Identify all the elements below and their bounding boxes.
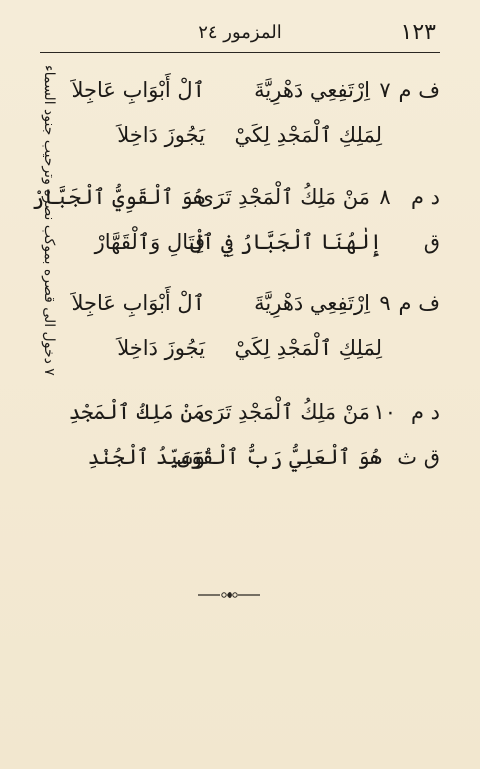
hemistich-second: يَجُوزَ دَاخِلاَ [117,123,205,147]
verse-number: ١٠ [373,400,396,424]
hemistich-second: يَجُوزَ دَاخِلاَ [117,336,205,360]
hemistich-first: مَنْ مَلِكُ ٱلْمَجْدِ تَرَى [197,400,370,424]
verse-line [71,70,440,110]
ornament-icon [196,588,262,602]
verse-line [80,222,440,262]
hemistich-second: ٱلْ أَبْوَابِ عَاجِلاَ [71,291,205,315]
voice-marker: ق ث [397,445,440,469]
hemistich-first: مَنْ مَلِكُ ٱلْمَجْدِ تَرَى [197,185,370,209]
hemistich-first: اِرْتَفِعِي دَهْرِيَّةَ [254,78,370,102]
voice-marker: ف م [398,78,440,102]
verse-line [71,283,440,323]
hemistich-first: لِمَلِكِ ٱلْمَجْدِ لِكَيْ [234,336,382,360]
verse-line [68,392,440,432]
stanza-3 [71,283,440,373]
header-rule [40,52,440,53]
hemistich-second: ٱلْ أَبْوَابِ عَاجِلاَ [71,78,205,102]
verse-number: ٨ [379,185,391,209]
page-number: ١٢٣ [400,20,436,45]
voice-marker: ف م [398,291,440,315]
verse-line [80,437,440,477]
running-title: المزمور ٢٤ [198,22,282,43]
hemistich-second: هُوَ ٱلْقَوِيُّ ٱلْجَبَّارْ [31,185,205,209]
verse-line [80,115,440,155]
voice-marker: ق [423,230,440,254]
hemistich-second: قِتَالِ وَٱلْقَهَّارْ [94,230,205,254]
verse-line [80,328,440,368]
stanza-4 [68,392,440,482]
verse-number: ٩ [379,291,391,315]
page-header [40,20,440,48]
voice-marker: د م [410,400,440,424]
hemistich-first: لِمَلِكِ ٱلْمَجْدِ لِكَيْ [234,123,382,147]
voice-marker: د م [410,185,440,209]
stanza-1 [71,70,440,160]
stanza-2 [31,177,440,267]
hemistich-second: مَنْ مَلِكُ ٱلْمَجْدِ [68,400,205,424]
hemistich-first: هُوَ ٱلْعَلِيُّ رَبُّ ٱلْقُوَى [177,445,382,469]
verse-number: ٧ [379,78,391,102]
verse-line [31,177,440,217]
hemistich-first: إِلٰهُنَا ٱلْجَبَّارُ فِي ٱلْ [189,230,382,254]
hemistich-second: وَسَيِّدُ ٱلْجُنْدِ [87,445,205,469]
side-note: ٧ دخول الى قصره بموكب نصره وترحيب جنود السماء [41,65,57,376]
hemistich-first: اِرْتَفِعِي دَهْرِيَّةَ [254,291,370,315]
